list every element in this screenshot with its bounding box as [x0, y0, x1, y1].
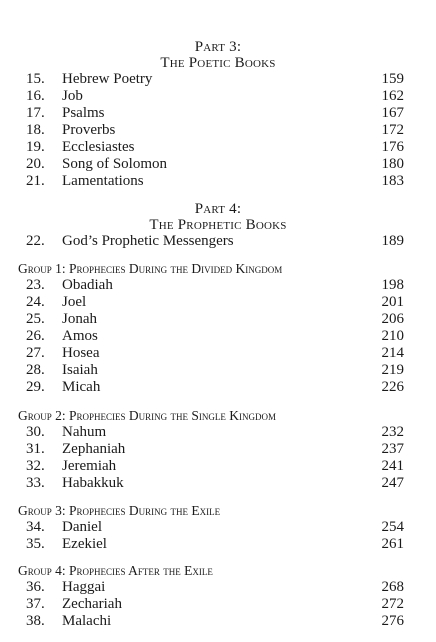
entry-page: 201 — [381, 294, 404, 310]
entry-title: Ecclesiastes — [62, 139, 135, 155]
entry-page: 254 — [381, 519, 404, 535]
toc-entry — [0, 458, 436, 475]
toc-entry — [0, 139, 436, 156]
entry-page: 162 — [381, 88, 404, 104]
entry-title: Song of Solomon — [62, 156, 168, 172]
entry-title: Ezekiel — [62, 536, 107, 552]
group-4-heading: Group 4: Prophecies After the Exile — [18, 563, 213, 578]
entry-number: 37. — [26, 596, 45, 612]
entry-title: Jonah — [62, 311, 97, 327]
entry-number: 16. — [26, 88, 45, 104]
entry-title: Isaiah — [62, 362, 98, 378]
toc-entry — [0, 277, 436, 294]
toc-entry — [0, 441, 436, 458]
toc-entry — [0, 328, 436, 345]
entry-number: 20. — [26, 156, 45, 172]
toc-entry — [0, 88, 436, 105]
entry-page: 219 — [381, 362, 404, 378]
group-2-heading: Group 2: Prophecies During the Single Kingdom — [18, 408, 277, 423]
entry-page: 176 — [381, 139, 404, 155]
toc-entry — [0, 579, 436, 596]
entry-page: 210 — [381, 328, 404, 344]
entry-number: 36. — [26, 579, 45, 595]
entry-page: 198 — [381, 277, 404, 293]
entry-number: 22. — [26, 233, 45, 249]
entry-number: 34. — [26, 519, 45, 535]
entry-page: 180 — [381, 156, 404, 172]
entry-page: 183 — [381, 173, 404, 189]
toc-entry — [0, 613, 436, 630]
entry-page: 276 — [381, 613, 404, 629]
toc-entry — [0, 345, 436, 362]
entry-title: Habakkuk — [62, 475, 124, 491]
entry-page: 189 — [381, 233, 404, 249]
entry-page: 272 — [381, 596, 404, 612]
toc-entry — [0, 475, 436, 492]
entry-title: Malachi — [62, 613, 112, 629]
toc-entry — [0, 233, 436, 250]
entry-title: Joel — [62, 294, 87, 310]
entry-title: Jeremiah — [62, 458, 117, 474]
entry-title: Obadiah — [62, 277, 113, 293]
toc-entry — [0, 379, 436, 396]
toc-entry — [0, 311, 436, 328]
entry-number: 25. — [26, 311, 45, 327]
entry-page: 237 — [381, 441, 404, 457]
entry-title: Hosea — [62, 345, 100, 361]
entry-number: 24. — [26, 294, 45, 310]
toc-entry — [0, 424, 436, 441]
group-1-heading: Group 1: Prophecies During the Divided Kingdom — [18, 261, 283, 276]
entry-number: 26. — [26, 328, 45, 344]
toc-entry — [0, 294, 436, 311]
toc-entry — [0, 596, 436, 613]
entry-title: Nahum — [62, 424, 107, 440]
entry-title: Zephaniah — [62, 441, 126, 457]
entry-page: 214 — [381, 345, 404, 361]
toc-entry — [0, 105, 436, 122]
toc-entry — [0, 173, 436, 190]
entry-number: 28. — [26, 362, 45, 378]
entry-page: 226 — [381, 379, 404, 395]
entry-page: 167 — [381, 105, 404, 121]
entry-number: 31. — [26, 441, 45, 457]
entry-number: 27. — [26, 345, 45, 361]
entry-title: Amos — [62, 328, 98, 344]
entry-title: Proverbs — [62, 122, 116, 138]
entry-title: Job — [62, 88, 83, 104]
entry-number: 15. — [26, 71, 45, 87]
toc-entry — [0, 71, 436, 88]
entry-title: Lamentations — [62, 173, 144, 189]
entry-number: 21. — [26, 173, 45, 189]
toc-entry — [0, 156, 436, 173]
entry-number: 32. — [26, 458, 45, 474]
part-4-label: Part 4: — [194, 201, 242, 217]
entry-number: 29. — [26, 379, 45, 395]
toc-entry — [0, 362, 436, 379]
toc-entry — [0, 536, 436, 553]
toc-entry — [0, 519, 436, 536]
entry-title: Hebrew Poetry — [62, 71, 153, 87]
entry-page: 261 — [381, 536, 404, 552]
entry-number: 35. — [26, 536, 45, 552]
entry-page: 232 — [381, 424, 404, 440]
part-4-name: The Prophetic Books — [149, 217, 287, 233]
entry-title: Daniel — [62, 519, 102, 535]
entry-page: 206 — [381, 311, 404, 327]
group-3-heading: Group 3: Prophecies During the Exile — [18, 503, 221, 518]
entry-page: 268 — [381, 579, 404, 595]
toc-entry — [0, 122, 436, 139]
entry-number: 17. — [26, 105, 45, 121]
entry-page: 172 — [381, 122, 404, 138]
entry-number: 23. — [26, 277, 45, 293]
entry-number: 30. — [26, 424, 45, 440]
entry-number: 38. — [26, 613, 45, 629]
entry-page: 159 — [381, 71, 404, 87]
entry-title: Zechariah — [62, 596, 122, 612]
entry-title: Psalms — [62, 105, 105, 121]
entry-title: God’s Prophetic Messengers — [62, 233, 234, 249]
entry-number: 33. — [26, 475, 45, 491]
entry-number: 19. — [26, 139, 45, 155]
entry-number: 18. — [26, 122, 45, 138]
entry-title: Micah — [62, 379, 101, 395]
part-3-name: The Poetic Books — [160, 55, 276, 71]
part-3-label: Part 3: — [194, 39, 242, 55]
entry-page: 247 — [381, 475, 404, 491]
entry-page: 241 — [381, 458, 404, 474]
entry-title: Haggai — [62, 579, 106, 595]
